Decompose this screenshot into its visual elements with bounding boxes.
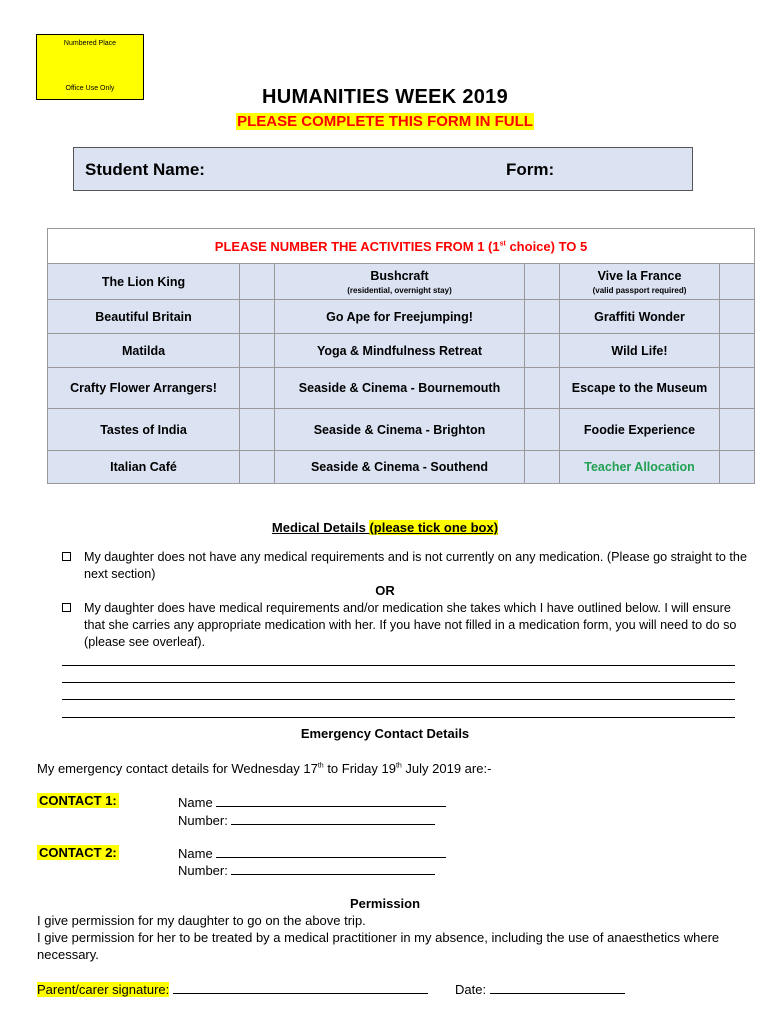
or-divider: OR — [375, 583, 395, 598]
permission-line-1: I give permission for my daughter to go on the above trip. — [37, 913, 366, 928]
date-label: Date: — [455, 982, 487, 997]
activity-note: (residential, overnight stay) — [347, 285, 452, 295]
activity-name: Escape to the Museum — [560, 368, 720, 409]
activity-rank-box[interactable] — [720, 368, 755, 409]
table-row — [48, 264, 755, 300]
table-row — [48, 300, 755, 334]
medical-option-has-text: My daughter does have medical requirements and/or medication she takes which I have outlined below. I will ensure that she carries any appropriate medication with her. If you have not filled in a medication form, you will need to do so (please see overleaf). — [84, 601, 737, 649]
medical-notes-line[interactable] — [62, 717, 735, 718]
activity-name: Graffiti Wonder — [560, 300, 720, 334]
medical-heading: Medical Details (please tick one box) — [271, 520, 499, 535]
signature-field[interactable] — [37, 981, 428, 997]
medical-notes-line[interactable] — [62, 682, 735, 683]
table-row — [48, 368, 755, 409]
activity-rank-box[interactable] — [525, 368, 560, 409]
checkbox[interactable] — [62, 552, 71, 561]
student-details-box — [73, 147, 693, 191]
activity-name: Italian Café — [48, 451, 240, 484]
subtitle-text: PLEASE COMPLETE THIS FORM IN FULL — [237, 113, 533, 130]
activities-instruction: PLEASE NUMBER THE ACTIVITIES FROM 1 (1st choice) TO 5 — [48, 229, 755, 264]
activity-name: Crafty Flower Arrangers! — [48, 368, 240, 409]
activity-rank-box[interactable] — [720, 300, 755, 334]
activity-rank-box[interactable] — [525, 334, 560, 368]
activity-rank-box[interactable] — [240, 368, 275, 409]
permission-heading: Permission — [349, 896, 421, 911]
activity-rank-box[interactable] — [720, 451, 755, 484]
checkbox[interactable] — [62, 603, 71, 612]
permission-line-2: I give permission for her to be treated by a medical practitioner in my absence, including the use of anaesthetics where necessary. — [37, 930, 720, 962]
activity-name: Tastes of India — [48, 409, 240, 451]
activities-table — [47, 228, 755, 484]
activity-name: Beautiful Britain — [48, 300, 240, 334]
emergency-intro: My emergency contact details for Wednesday 17th to Friday 19th July 2019 are:- — [37, 761, 492, 776]
activity-rank-box[interactable] — [240, 264, 275, 300]
activity-name: Go Ape for Freejumping! — [275, 300, 525, 334]
signature-label: Parent/carer signature: — [37, 982, 170, 997]
contact-1-name-field[interactable]: Name — [178, 794, 446, 810]
table-row — [48, 409, 755, 451]
activity-note: (valid passport required) — [592, 285, 687, 295]
emergency-heading: Emergency Contact Details — [300, 726, 470, 741]
activity-rank-box[interactable] — [525, 409, 560, 451]
activity-name: Bushcraft (residential, overnight stay) — [275, 264, 525, 300]
activity-rank-box[interactable] — [240, 451, 275, 484]
activity-name: Seaside & Cinema - Southend — [275, 451, 525, 484]
medical-heading-highlight: (please tick one box) — [369, 520, 499, 535]
form-label[interactable]: Form: — [506, 160, 555, 179]
activity-name: Vive la France (valid passport required) — [560, 264, 720, 300]
activity-name: Wild Life! — [560, 334, 720, 368]
student-name-label[interactable]: Student Name: — [85, 160, 205, 179]
activity-rank-box[interactable] — [240, 334, 275, 368]
contact-1-number-field[interactable]: Number: — [178, 812, 435, 828]
table-row — [48, 334, 755, 368]
numbered-place-label: Numbered Place — [63, 40, 117, 47]
permission-text — [37, 912, 737, 963]
table-row — [48, 451, 755, 484]
medical-notes-line[interactable] — [62, 699, 735, 700]
activity-name: Yoga & Mindfulness Retreat — [275, 334, 525, 368]
page-subtitle — [0, 113, 770, 130]
activity-name: Foodie Experience — [560, 409, 720, 451]
activity-rank-box[interactable] — [720, 409, 755, 451]
contact-2-number-field[interactable]: Number: — [178, 862, 435, 878]
activity-rank-box[interactable] — [720, 334, 755, 368]
contact-2-label: CONTACT 2: — [39, 845, 117, 860]
activity-rank-box[interactable] — [240, 409, 275, 451]
activity-rank-box[interactable] — [525, 264, 560, 300]
medical-notes-line[interactable] — [62, 665, 735, 666]
activity-name: The Lion King — [48, 264, 240, 300]
date-field[interactable] — [455, 981, 625, 997]
contact-2-name-field[interactable]: Name — [178, 845, 446, 861]
activity-rank-box[interactable] — [525, 451, 560, 484]
activity-rank-box[interactable] — [525, 300, 560, 334]
office-use-only-label: Office Use Only — [65, 85, 115, 92]
contact-1-label: CONTACT 1: — [39, 793, 117, 808]
page-title: HUMANITIES WEEK 2019 — [261, 86, 509, 108]
activity-name: Seaside & Cinema - Brighton — [275, 409, 525, 451]
activity-rank-box[interactable] — [720, 264, 755, 300]
activity-name: Seaside & Cinema - Bournemouth — [275, 368, 525, 409]
teacher-allocation-label: Teacher Allocation — [560, 451, 720, 484]
medical-option-none-text: My daughter does not have any medical requirements and is not currently on any medication. (Please go straight to the next section) — [84, 550, 747, 581]
activity-name: Matilda — [48, 334, 240, 368]
activity-rank-box[interactable] — [240, 300, 275, 334]
